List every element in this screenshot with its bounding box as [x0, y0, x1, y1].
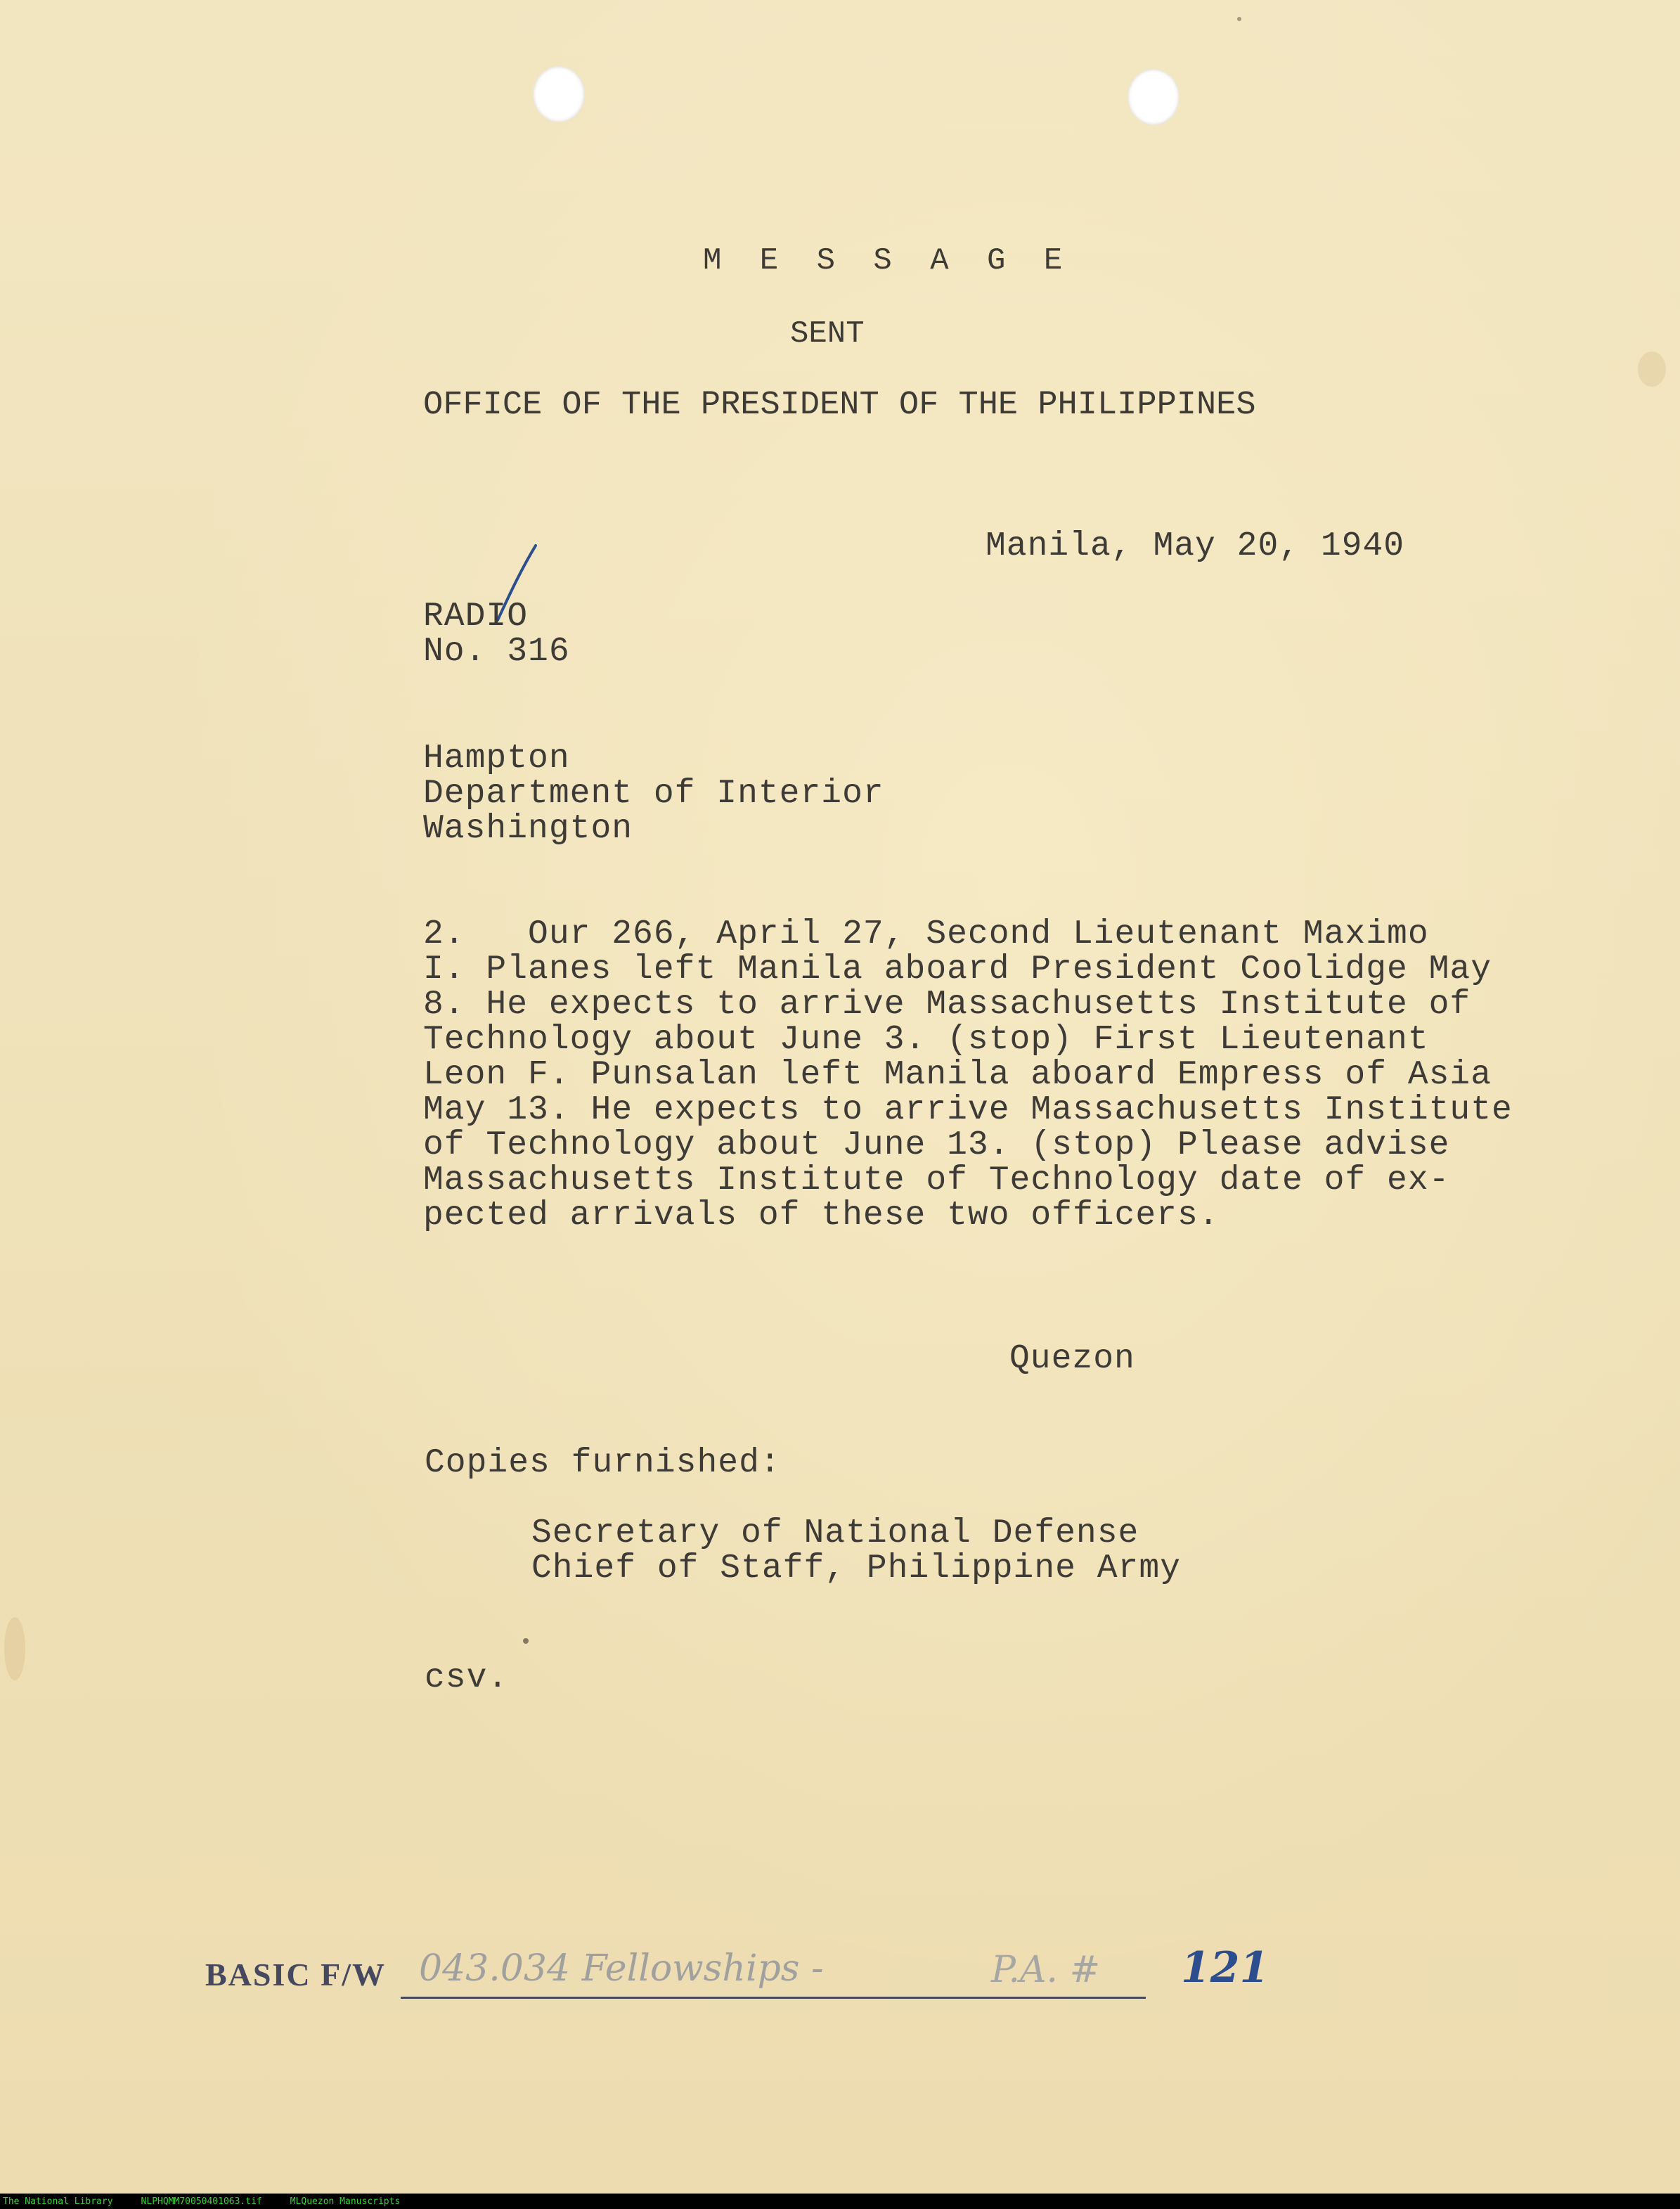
paper-stain [1237, 17, 1241, 21]
handwritten-file-code: 043.034 Fellowships - [419, 1947, 824, 1990]
sent-label: SENT [790, 316, 865, 352]
handwritten-number: 121 [1181, 1943, 1269, 1992]
punch-hole-right [1127, 69, 1180, 125]
typist-initials: csv. [425, 1659, 509, 1697]
footer-collection: MLQuezon Manuscripts [290, 2196, 401, 2207]
archive-footer-bar [0, 2194, 1680, 2209]
footer-library: The National Library [3, 2196, 113, 2207]
body-line: I. Planes left Manila aboard President Coolidge May [423, 951, 1492, 988]
body-line: Massachusetts Institute of Technology date of ex- [423, 1161, 1450, 1199]
dateline: Manila, May 20, 1940 [986, 527, 1405, 565]
office-heading: OFFICE OF THE PRESIDENT OF THE PHILIPPINES [423, 387, 1256, 424]
body-line: 8. He expects to arrive Massachusetts Institute of [423, 986, 1471, 1024]
basic-file-stamp: BASIC F/W [205, 1957, 386, 1992]
body-line: of Technology about June 13. (stop) Please advise [423, 1126, 1450, 1164]
body-line: Technology about June 3. (stop) First Lieutenant [423, 1021, 1429, 1059]
file-underline [401, 1997, 1146, 1999]
addressee-city: Washington [423, 810, 633, 848]
message-title: M E S S A G E [703, 243, 1073, 278]
ink-dot [523, 1638, 529, 1644]
paper-stain [4, 1617, 25, 1680]
handwritten-reference: P.A. # [991, 1949, 1101, 1991]
body-line: pected arrivals of these two officers. [423, 1197, 1220, 1235]
addressee-department: Department of Interior [423, 775, 884, 813]
copy-recipient: Secretary of National Defense [531, 1514, 1139, 1552]
radio-number: No. 316 [423, 633, 570, 671]
radio-label: RADIO [423, 598, 529, 636]
punch-hole-left [533, 66, 585, 122]
signature: Quezon [1009, 1340, 1135, 1378]
copy-recipient: Chief of Staff, Philippine Army [531, 1550, 1181, 1587]
addressee-name: Hampton [423, 740, 570, 778]
body-line: 2. Our 266, April 27, Second Lieutenant Maximo [423, 915, 1429, 953]
body-line: Leon F. Punsalan left Manila aboard Empress of Asia [423, 1056, 1492, 1094]
body-line: May 13. He expects to arrive Massachusetts Institute [423, 1091, 1513, 1129]
footer-file-name: NLPHQMM70050401063.tif [141, 2196, 262, 2207]
copies-heading: Copies furnished: [425, 1444, 781, 1482]
paper-stain [1638, 352, 1666, 387]
